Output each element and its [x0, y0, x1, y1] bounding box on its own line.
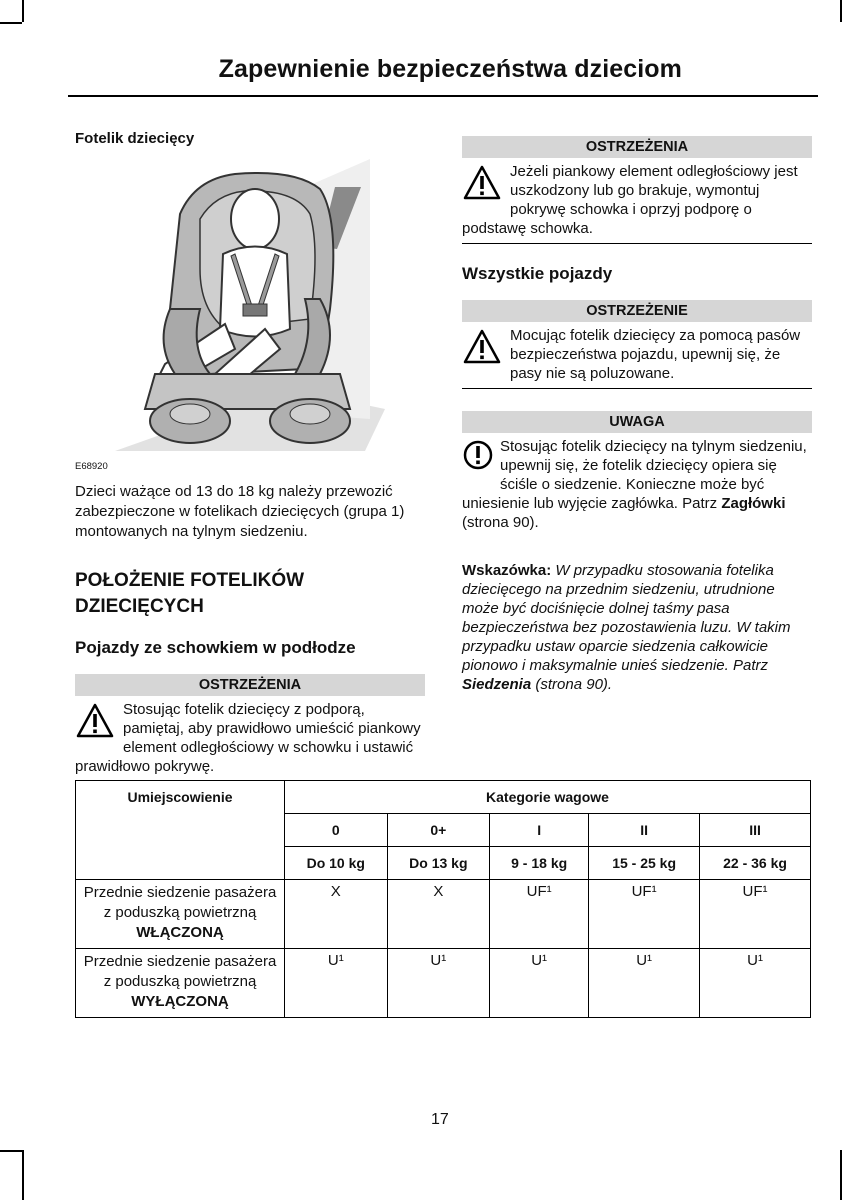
- child-seat-figure: [75, 159, 425, 459]
- warning-label: OSTRZEŻENIA: [462, 136, 812, 158]
- value-cell: U¹: [589, 949, 700, 1018]
- note-text: W przypadku stosowania fotelika dziecięcego na przednim siedzeniu, utrudnione może być dociśnięcie dolnej taśmy pasa bezpieczeństwa bez pozostawienia luzu. W takim przypadku ustaw oparcie siedzenia całkowicie pionowo i maksymalnie unieś siedzenie. Patrz: [462, 562, 791, 674]
- value-cell: U¹: [387, 949, 490, 1018]
- header-weight-categories: Kategorie wagowe: [285, 781, 811, 814]
- warning-body: [462, 158, 812, 244]
- crop-mark: [0, 1150, 22, 1152]
- figure-code: E68920: [75, 461, 108, 472]
- caution-box: [462, 411, 812, 537]
- warning-text: Jeżeli piankowy element odległościowy jest uszkodzony lub go brakuje, wymontuj pokrywę schowka i oprzyj podporę o podstawę schowka.: [462, 163, 798, 237]
- group-header: III: [700, 814, 811, 847]
- warning-body: [75, 696, 425, 781]
- note-label: Wskazówka:: [462, 562, 552, 579]
- caution-label: UWAGA: [462, 411, 812, 433]
- warning-box: [462, 300, 812, 389]
- child-seat-illustration: [115, 159, 405, 451]
- location-cell: Przednie siedzenie pasażera z poduszką powietrzną WYŁĄCZONĄ: [76, 949, 285, 1018]
- table-row: [76, 880, 811, 949]
- caution-reference: Zagłówki: [721, 495, 786, 512]
- location-cell: Przednie siedzenie pasażera z poduszką powietrzną WŁĄCZONĄ: [76, 880, 285, 949]
- range-header: Do 13 kg: [387, 847, 490, 880]
- warning-label: OSTRZEŻENIA: [75, 674, 425, 696]
- value-cell: U¹: [285, 949, 388, 1018]
- value-cell: UF¹: [490, 880, 589, 949]
- group-header: I: [490, 814, 589, 847]
- warning-text: Mocując fotelik dziecięcy za pomocą pasów bezpieczeństwa pojazdu, upewnij się, że pasy nie są poluzowane.: [510, 327, 801, 382]
- title-divider: [68, 95, 818, 97]
- page-title: Zapewnienie bezpieczeństwa dzieciom: [218, 55, 682, 83]
- range-header: 15 - 25 kg: [589, 847, 700, 880]
- warning-label: OSTRZEŻENIE: [462, 300, 812, 322]
- subsection-title: Wszystkie pojazdy: [462, 264, 613, 283]
- crop-mark: [840, 0, 842, 22]
- caution-body: [462, 433, 812, 537]
- group-header: 0+: [387, 814, 490, 847]
- warning-triangle-icon: [462, 164, 502, 204]
- note-reference: Siedzenia: [462, 676, 532, 693]
- range-header: Do 10 kg: [285, 847, 388, 880]
- value-cell: X: [387, 880, 490, 949]
- warning-box: [462, 136, 812, 244]
- value-cell: UF¹: [589, 880, 700, 949]
- range-header: 22 - 36 kg: [700, 847, 811, 880]
- group-header: II: [589, 814, 700, 847]
- figure-caption: Fotelik dziecięcy: [75, 130, 195, 147]
- caution-text: Stosując fotelik dziecięcy na tylnym siedzeniu, upewnij się, że fotelik dziecięcy opiera się ściśle o siedzenie. Konieczne może być uniesienie lub wyjęcie zagłówka. Patrz: [462, 438, 807, 512]
- table-row: [76, 949, 811, 1018]
- header-location: Umiejscowienie: [76, 781, 285, 880]
- value-cell: X: [285, 880, 388, 949]
- left-column: [75, 130, 425, 781]
- warning-text: Stosując fotelik dziecięcy z podporą, pamiętaj, aby prawidłowo umieścić piankowy element odległościowy w schowku i ustawić prawidłowo pokrywę.: [75, 701, 421, 775]
- page-number: 17: [431, 1111, 449, 1128]
- warning-triangle-icon: [462, 328, 502, 368]
- note: [462, 561, 812, 694]
- intro-paragraph: Dzieci ważące od 13 do 18 kg należy przewozić zabezpieczone w fotelikach dziecięcych (grupa 1) montowanych na tylnym siedzeniu.: [75, 483, 405, 540]
- value-cell: UF¹: [700, 880, 811, 949]
- crop-mark: [22, 1150, 24, 1200]
- note-reference-page: (strona 90).: [531, 676, 613, 693]
- group-header: 0: [285, 814, 388, 847]
- value-cell: U¹: [700, 949, 811, 1018]
- section-title: POŁOŻENIE FOTELIKÓW DZIECIĘCYCH: [75, 570, 305, 617]
- caution-reference-page: (strona 90).: [462, 514, 539, 531]
- subsection-title: Pojazdy ze schowkiem w podłodze: [75, 638, 356, 657]
- value-cell: U¹: [490, 949, 589, 1018]
- warning-triangle-icon: [75, 702, 115, 742]
- range-header: 9 - 18 kg: [490, 847, 589, 880]
- crop-mark: [0, 22, 22, 24]
- warning-body: [462, 322, 812, 389]
- weight-category-table: [75, 780, 811, 1018]
- caution-circle-icon: [462, 439, 494, 479]
- warning-box: [75, 674, 425, 781]
- right-column: [462, 136, 812, 694]
- crop-mark: [840, 1150, 842, 1200]
- crop-mark: [22, 0, 24, 22]
